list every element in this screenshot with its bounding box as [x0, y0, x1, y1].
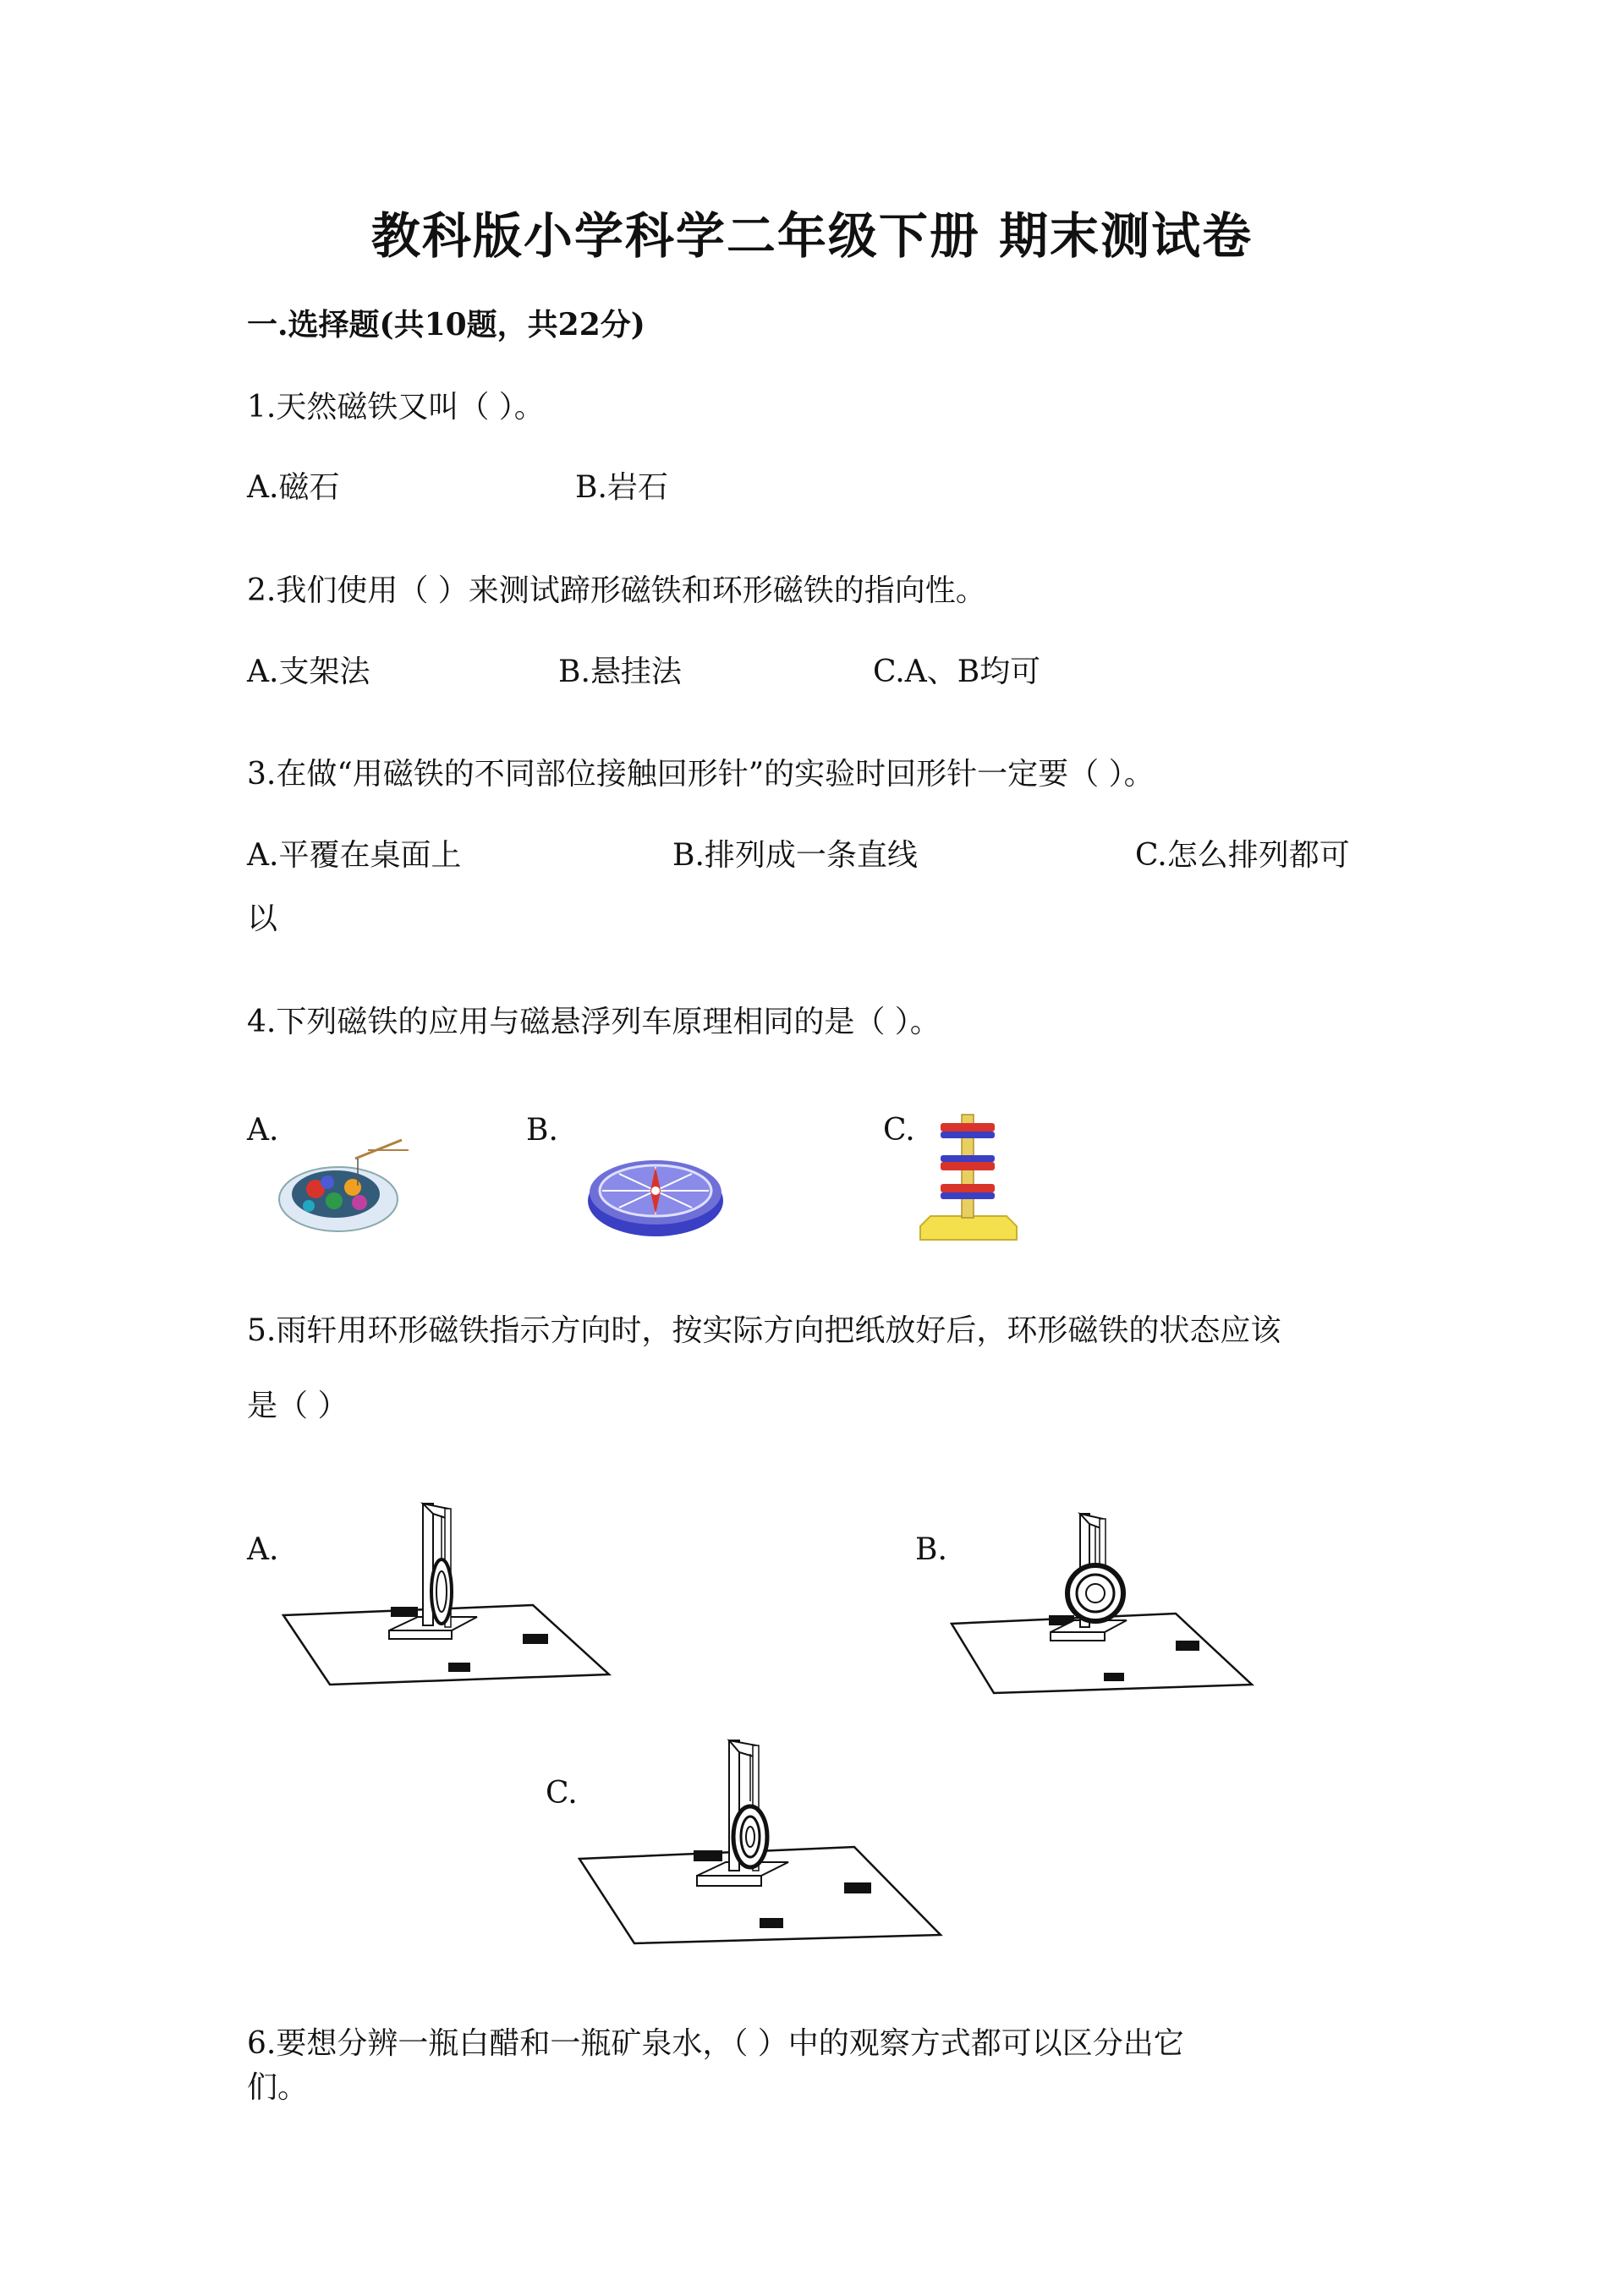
question-2-option-c[interactable]: C.A、B均可: [873, 655, 1041, 689]
ring-magnet-stand-icon: [947, 1505, 1260, 1700]
question-5-stem-line-1: 5.雨轩用环形磁铁指示方向时，按实际方向把纸放好后，环形磁铁的状态应该: [247, 1313, 1281, 1348]
ring-magnet-stand-icon: [575, 1734, 947, 1954]
compass-dish-icon: [584, 1150, 727, 1243]
question-4-stem: 4.下列磁铁的应用与磁悬浮列车原理相同的是（ ）。: [247, 1005, 941, 1039]
question-3-option-a[interactable]: A.平覆在桌面上: [247, 838, 462, 873]
question-5-stem-line-2: 是（ ）: [247, 1389, 348, 1423]
question-1-stem: 1.天然磁铁又叫（ ）。: [247, 390, 545, 425]
question-4-option-a[interactable]: A.: [247, 1113, 279, 1148]
question-2-option-b[interactable]: B.悬挂法: [558, 655, 682, 689]
question-3-stem: 3.在做“用磁铁的不同部位接触回形针”的实验时回形针一定要（ ）。: [247, 757, 1155, 792]
question-4-option-b[interactable]: B.: [526, 1113, 558, 1148]
page-title: 教科版小学科学二年级下册 期末测试卷: [370, 207, 1254, 265]
question-1-option-a[interactable]: A.磁石: [247, 470, 340, 505]
question-6-stem-line-1: 6.要想分辨一瓶白醋和一瓶矿泉水，（ ）中的观察方式都可以区分出它: [247, 2026, 1184, 2061]
fishing-game-icon: [275, 1125, 410, 1235]
question-6-stem-line-2: 们。: [247, 2070, 309, 2105]
question-3-option-c-continued: 以: [247, 901, 278, 936]
ring-magnet-stand-icon: [279, 1497, 617, 1700]
question-1-option-b[interactable]: B.岩石: [575, 470, 668, 505]
question-3-option-c[interactable]: C.怎么排列都可: [1135, 838, 1350, 873]
levitating-ring-magnets-icon: [914, 1108, 1023, 1247]
question-2-option-a[interactable]: A.支架法: [247, 655, 370, 689]
question-4-option-c[interactable]: C.: [883, 1113, 915, 1148]
section-heading: 一.选择题(共10题，共22分): [247, 307, 645, 342]
question-5-option-a[interactable]: A.: [247, 1532, 279, 1567]
question-2-stem: 2.我们使用（ ）来测试蹄形磁铁和环形磁铁的指向性。: [247, 573, 986, 608]
question-5-option-c[interactable]: C.: [546, 1776, 578, 1811]
question-5-option-b[interactable]: B.: [915, 1532, 947, 1567]
question-3-option-b[interactable]: B.排列成一条直线: [672, 838, 918, 873]
